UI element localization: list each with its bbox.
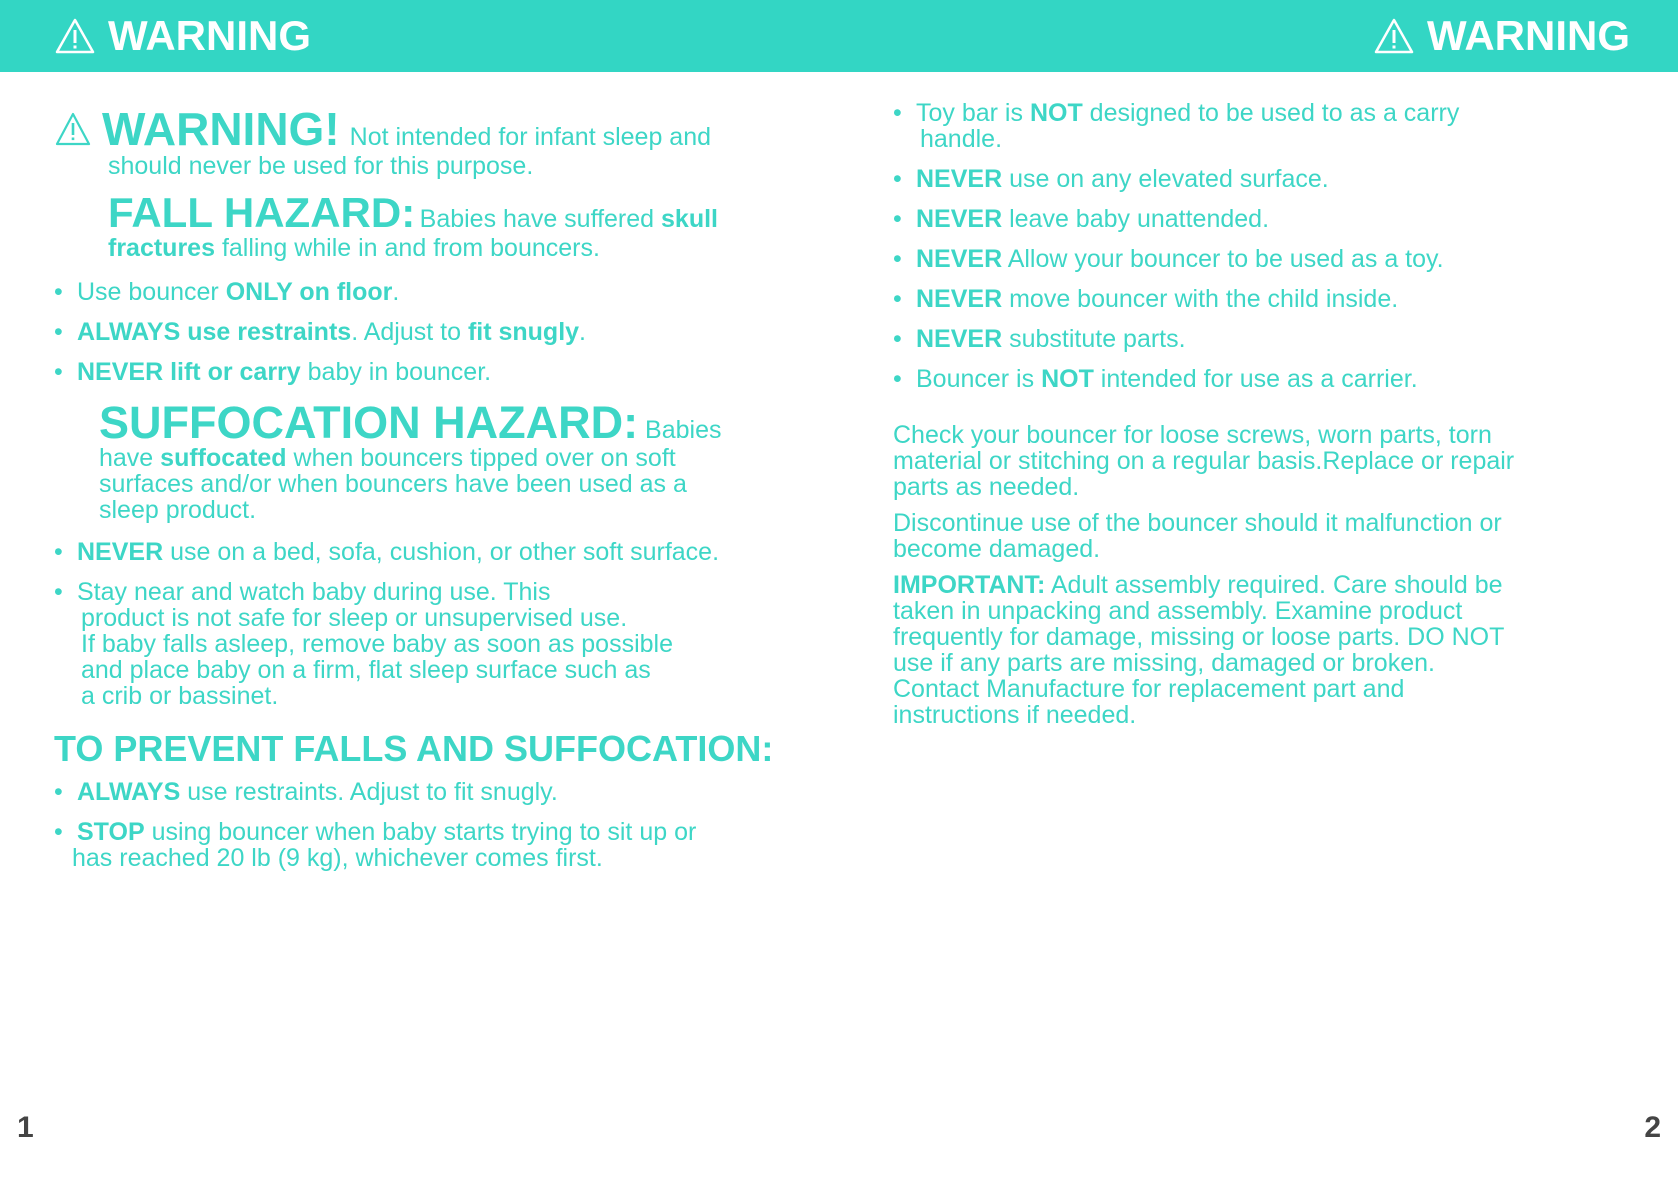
list-item: [893, 286, 1613, 312]
bullet-emphasis: NEVER: [916, 325, 1003, 353]
bullet-emphasis: fit snugly: [467, 318, 580, 346]
list-item: [54, 359, 794, 385]
bullet-text: move bouncer with the child inside.: [1002, 285, 1399, 313]
prevent-section-title: TO PREVENT FALLS AND SUFFOCATION:: [54, 728, 774, 769]
list-item: [893, 100, 1613, 152]
bullet-emphasis: ALWAYS use restraints: [77, 318, 352, 346]
header-title-right-text: WARNING: [1427, 12, 1630, 59]
list-item: [893, 166, 1613, 192]
bullet-text: product is not safe for sleep or unsupervised use.: [81, 604, 628, 632]
important-paragraph: [893, 572, 1613, 728]
bullet-text: substitute parts.: [1002, 325, 1186, 353]
bullet-emphasis: NEVER: [916, 245, 1003, 273]
bullet-text: use on any elevated surface.: [1002, 165, 1329, 193]
suffocation-text-4: sleep product.: [99, 496, 257, 524]
bullet-emphasis: NEVER: [916, 205, 1003, 233]
fall-hazard-block: [54, 191, 794, 261]
suffocation-hazard-title: SUFFOCATION HAZARD:: [99, 397, 639, 448]
list-item: [893, 206, 1613, 232]
bullet-emphasis: STOP: [77, 818, 145, 846]
paragraph-line: use if any parts are missing, damaged or broken.: [893, 649, 1435, 677]
suffocation-text: when bouncers tipped over on soft: [286, 444, 676, 472]
bullet-emphasis: NEVER lift or carry: [77, 358, 301, 386]
list-item: [893, 326, 1613, 352]
list-item: [54, 779, 794, 805]
paragraph-line: Contact Manufacture for replacement part and: [893, 675, 1405, 703]
bullet-text: and place baby on a firm, flat sleep surface such as: [81, 656, 651, 684]
page-number-left: 1: [17, 1111, 34, 1144]
bullet-text: designed to be used to as a carry: [1082, 99, 1460, 127]
bullet-text: Use bouncer: [77, 278, 226, 306]
warning-text-1: Not intended for infant sleep and: [349, 123, 712, 151]
bullet-emphasis: NOT: [1029, 99, 1083, 127]
bullet-text: use on a bed, sofa, cushion, or other soft surface.: [163, 538, 720, 566]
suffocation-hazard-block: [54, 397, 794, 524]
bullet-text: .: [579, 318, 586, 346]
suffocation-text-3: surfaces and/or when bouncers have been used as a: [99, 470, 687, 498]
bullet-text: • Stay near and watch baby during use. This: [77, 578, 551, 606]
fall-hazard-text-1a: Babies have suffered: [419, 205, 662, 233]
header-title-right: [1373, 10, 1630, 62]
bullet-emphasis: NEVER: [916, 285, 1003, 313]
fall-hazard-text-2b: falling while in and from bouncers.: [215, 234, 600, 262]
warning-text-2: should never be used for this purpose.: [108, 152, 534, 180]
bullet-text: using bouncer when baby starts trying to sit up or: [144, 818, 697, 846]
paragraph-line: material or stitching on a regular basis.Replace or repair: [893, 447, 1515, 475]
header-title-left: [54, 10, 311, 62]
bullet-text: handle.: [920, 125, 1003, 153]
bullet-text: has reached 20 lb (9 kg), whichever comes first.: [72, 844, 603, 872]
list-item: [54, 319, 794, 345]
page-number-right: 2: [1644, 1111, 1661, 1144]
bullet-text: Bouncer is: [916, 365, 1042, 393]
paragraph-line: frequently for damage, missing or loose parts. DO NOT: [893, 623, 1505, 651]
right-column: [893, 95, 1613, 728]
paragraph-line: instructions if needed.: [893, 701, 1137, 729]
bullet-emphasis: ALWAYS: [77, 778, 181, 806]
fall-hazard-text-1b: skull: [661, 205, 718, 233]
bullet-emphasis: ONLY on floor: [225, 278, 393, 306]
bullet-emphasis: NEVER: [77, 538, 164, 566]
paragraph-line: Adult assembly required. Care should be: [1045, 571, 1503, 599]
header-title-left-text: WARNING: [108, 12, 311, 59]
discontinue-paragraph: [893, 510, 1613, 562]
suffocation-emphasis: suffocated: [160, 444, 287, 472]
list-item: [893, 366, 1613, 392]
paragraph-line: Check your bouncer for loose screws, worn parts, torn: [893, 421, 1492, 449]
inspection-paragraph: [893, 422, 1613, 500]
bullet-text: Allow your bouncer to be used as a toy.: [1002, 245, 1444, 273]
bullet-text: . Adjust to: [351, 318, 468, 346]
list-item: [54, 539, 794, 565]
bullet-text: a crib or bassinet.: [81, 682, 279, 710]
warning-triangle-icon: [1373, 17, 1415, 55]
list-item: [54, 579, 794, 709]
warning-word: WARNING!: [102, 103, 340, 155]
bullet-emphasis: NEVER: [916, 165, 1003, 193]
bullet-text: .: [392, 278, 400, 306]
fall-hazard-text-2a: fractures: [108, 234, 215, 262]
bullet-text: Toy bar is: [916, 99, 1030, 127]
bullet-text: use restraints. Adjust to fit snugly.: [180, 778, 558, 806]
important-label: IMPORTANT:: [893, 571, 1046, 599]
warning-triangle-icon: [54, 17, 96, 55]
list-item: [893, 246, 1613, 272]
left-column: [54, 95, 794, 871]
paragraph-line: parts as needed.: [893, 473, 1080, 501]
paragraph-line: become damaged.: [893, 535, 1101, 563]
list-item: [54, 279, 794, 305]
warning-triangle-icon: [54, 111, 92, 147]
list-item: [54, 819, 794, 871]
paragraph-line: Discontinue use of the bouncer should it malfunction or: [893, 509, 1502, 537]
warning-heading: [54, 105, 794, 153]
bullet-text: leave baby unattended.: [1002, 205, 1270, 233]
suffocation-text: have: [99, 444, 161, 472]
suffocation-hazard-text-1: Babies: [638, 416, 722, 444]
bullet-text: baby in bouncer.: [300, 358, 492, 386]
bullet-emphasis: NOT: [1041, 365, 1094, 393]
bullet-text: intended for use as a carrier.: [1093, 365, 1418, 393]
fall-hazard-title: FALL HAZARD:: [108, 189, 416, 236]
bullet-text: If baby falls asleep, remove baby as soon as possible: [81, 630, 674, 658]
paragraph-line: taken in unpacking and assembly. Examine product: [893, 597, 1463, 625]
